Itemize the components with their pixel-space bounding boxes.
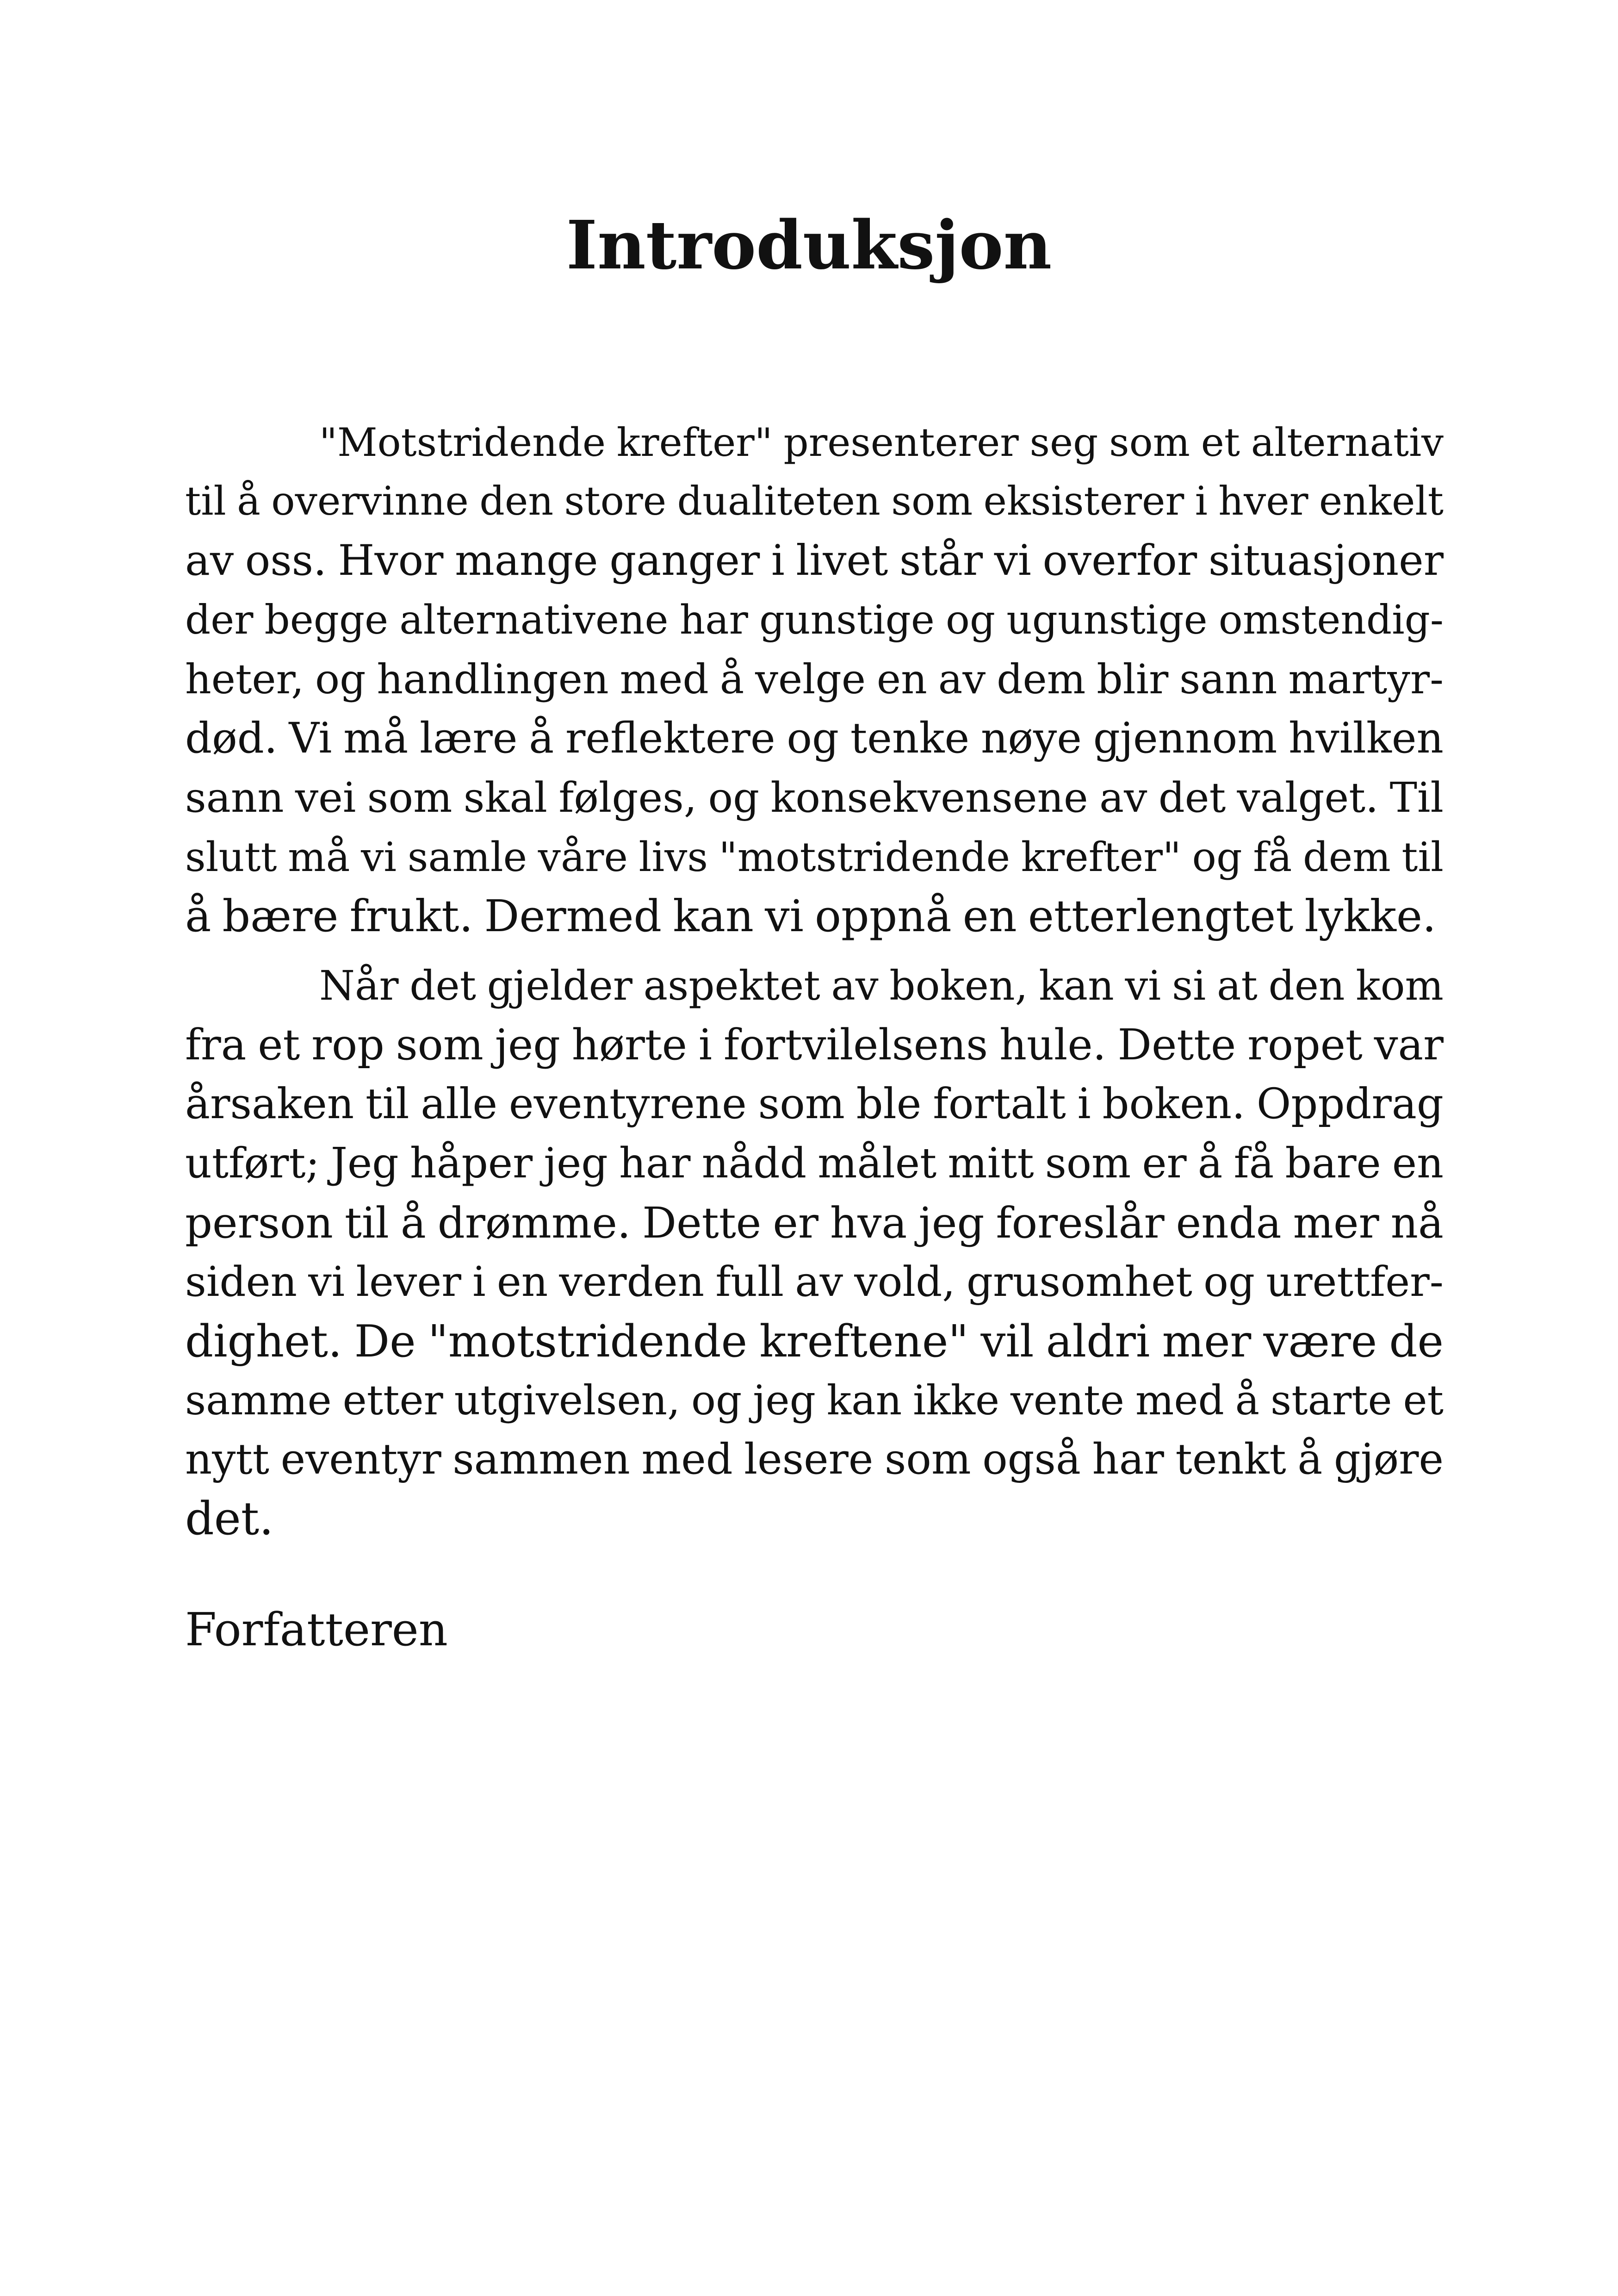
text-line: dighet. De "motstridende kreftene" vil aldri mer være de bbox=[185, 1315, 1444, 1367]
text-line: til å overvinne den store dualiteten som eksisterer i hver enkelt bbox=[185, 479, 1444, 524]
text-line: "Motstridende krefter" presenterer seg som et alternativ bbox=[319, 419, 1444, 465]
text-line: sann vei som skal følges, og konsekvensene av det valget. Til bbox=[185, 774, 1444, 822]
text-line: nytt eventyr sammen med lesere som også har tenkt å gjøre bbox=[185, 1435, 1444, 1484]
text-line: av oss. Hvor mange ganger i livet står vi overfor situasjoner bbox=[185, 536, 1444, 585]
paragraph-gap bbox=[185, 946, 1444, 956]
text-line: fra et rop som jeg hørte i fortvilelsens hule. Dette ropet var bbox=[185, 1020, 1444, 1070]
text-line: der begge alternativene har gunstige og ugunstige omstendig- bbox=[185, 597, 1444, 643]
text-line: slutt må vi samle våre livs "motstridende krefter" og få dem til bbox=[185, 834, 1444, 881]
text-line: heter, og handlingen med å velge en av dem blir sann martyr- bbox=[185, 655, 1444, 703]
page-title: Introduksjon bbox=[566, 206, 1052, 284]
text-line: død. Vi må lære å reflektere og tenke nøye gjennom hvilken bbox=[185, 714, 1444, 763]
body-text bbox=[185, 413, 1444, 1549]
text-line: siden vi lever i en verden full av vold, grusomhet og urettfer- bbox=[185, 1258, 1444, 1306]
paragraph-1 bbox=[185, 413, 1444, 946]
text-line: utført; Jeg håper jeg har nådd målet mitt som er å få bare en bbox=[185, 1139, 1444, 1188]
text-line: årsaken til alle eventyrene som ble fortalt i boken. Oppdrag bbox=[185, 1080, 1444, 1128]
text-line: person til å drømme. Dette er hva jeg foreslår enda mer nå bbox=[185, 1198, 1444, 1248]
text-line: å bære frukt. Dermed kan vi oppnå en etterlengtet lykke. bbox=[185, 891, 1437, 942]
text-line: Når det gjelder aspektet av boken, kan vi si at den kom bbox=[319, 962, 1444, 1009]
author-signature: Forfatteren bbox=[185, 1604, 448, 1656]
paragraph-2 bbox=[185, 956, 1444, 1549]
text-line: samme etter utgivelsen, og jeg kan ikke vente med å starte et bbox=[185, 1376, 1444, 1424]
text-line: det. bbox=[185, 1493, 274, 1545]
